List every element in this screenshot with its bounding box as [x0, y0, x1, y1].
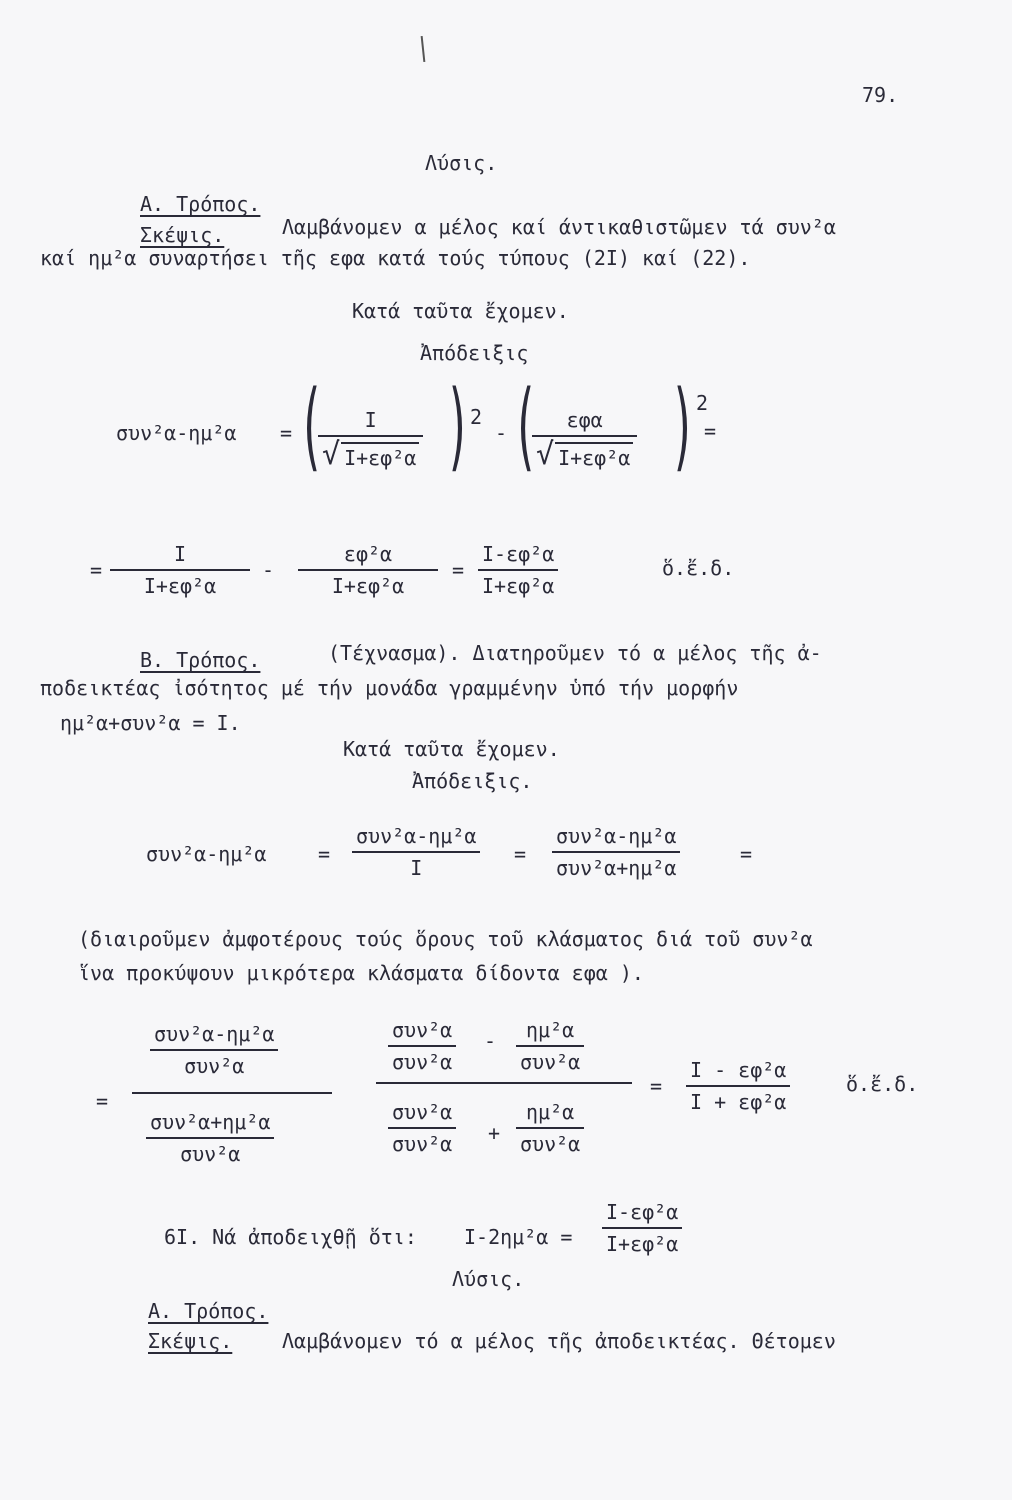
eq4-nested-denominator: συν²α+ημ²α συν²α	[146, 1110, 274, 1166]
method-a-heading: Α. Τρόπος.	[140, 192, 261, 216]
eq3-lhs: συν²α-ημ²α	[146, 842, 267, 866]
eq2-fraction-2: εφ²α Ι+εφ²α	[298, 542, 438, 598]
exercise-61-fraction: Ι-εφ²α Ι+εφ²α	[602, 1200, 682, 1256]
left-paren: (	[298, 370, 325, 482]
method-b-heading: Β. Τρόπος.	[140, 648, 261, 672]
eq4-main-bar	[132, 1092, 332, 1094]
proof-heading-2: Ἀπόδειξις.	[412, 769, 533, 793]
eq4-minus: -	[484, 1029, 497, 1053]
eq2-fraction-3: Ι-εφ²α Ι+εφ²α	[478, 542, 558, 598]
eq1-fraction-1: Ι √ Ι+εφ²α	[318, 408, 423, 470]
method-b-text: (Τέχνασμα). Διατηροῦμεν τό α μέλος τῆς ἀ-	[328, 641, 822, 665]
eq4-term-2: ημ²α συν²α	[516, 1018, 584, 1074]
qed-mark: ὅ.ἔ.δ.	[662, 556, 735, 580]
eq3-fraction-2: συν²α-ημ²α συν²α+ημ²α	[552, 824, 680, 880]
eq4-equals: =	[96, 1089, 109, 1113]
eq4-main-bar	[376, 1082, 632, 1084]
eq2-equals: =	[90, 558, 103, 582]
eq3-equals-end: =	[740, 842, 753, 866]
eq3-equals-2: =	[514, 842, 527, 866]
thought-text-2: Λαμβάνομεν τό α μέλος τῆς ἀποδεικτέας. Θέτομεν	[282, 1329, 836, 1353]
page-number: 79.	[862, 83, 899, 107]
thought-text-cont: καί ημ²α συναρτήσει τῆς εφα κατά τούς τύπους (2Ι) καί (22).	[40, 246, 751, 270]
eq4-term-3: συν²α συν²α	[388, 1100, 456, 1156]
eq2-minus: -	[262, 558, 275, 582]
eq4-term-4: ημ²α συν²α	[516, 1100, 584, 1156]
eq4-result-fraction: Ι - εφ²α Ι + εφ²α	[686, 1058, 790, 1114]
eq4-term-1: συν²α συν²α	[388, 1018, 456, 1074]
eq4-nested-numerator: συν²α-ημ²α συν²α	[150, 1022, 278, 1078]
eq1-exponent: 2	[696, 391, 709, 415]
proof-heading: Ἀπόδειξις	[420, 341, 529, 365]
note-line-2: ἵνα προκύψουν μικρότερα κλάσματα δίδοντα εφα ).	[78, 961, 644, 985]
eq1-minus: -	[495, 421, 508, 445]
thought-label-2: Σκέψις.	[148, 1329, 233, 1353]
eq4-plus: +	[488, 1121, 501, 1145]
eq2-equals-2: =	[452, 558, 465, 582]
solution-heading: Λύσις.	[425, 151, 498, 175]
eq3-fraction-1: συν²α-ημ²α Ι	[352, 824, 480, 880]
method-b-line-2: ποδεικτέας ἰσότητος μέ τήν μονάδα γραμμένην ὑπό τήν μορφήν	[40, 676, 739, 700]
pen-mark	[421, 36, 426, 62]
method-a-heading-2: Α. Τρόπος.	[148, 1299, 269, 1323]
eq1-equals-end: =	[704, 419, 717, 443]
so-we-have-2: Κατά ταῦτα ἔχομεν.	[343, 737, 560, 761]
eq1-exponent: 2	[470, 405, 483, 429]
thought-text: Λαμβάνομεν α μέλος καί άντικαθιστῶμεν τά συν²α	[282, 215, 836, 239]
thought-label: Σκέψις.	[140, 223, 225, 247]
qed-mark: ὅ.ἔ.δ.	[846, 1072, 919, 1096]
eq1-equals: =	[280, 421, 293, 445]
left-paren: (	[512, 370, 539, 482]
eq4-equals-2: =	[650, 1074, 663, 1098]
eq2-fraction-1: Ι Ι+εφ²α	[110, 542, 250, 598]
eq3-equals: =	[318, 842, 331, 866]
right-paren: )	[670, 370, 697, 482]
solution-heading-2: Λύσις.	[452, 1267, 525, 1291]
note-line-1: (διαιροῦμεν ἀμφοτέρους τούς ὅρους τοῦ κλάσματος διά τοῦ συν²α	[78, 927, 813, 951]
exercise-61-lhs: Ι-2ημ²α =	[464, 1225, 573, 1249]
eq1-lhs: συν²α-ημ²α	[116, 421, 237, 445]
so-we-have: Κατά ταῦτα ἔχομεν.	[352, 299, 569, 323]
eq1-fraction-2: εφα √ Ι+εφ²α	[532, 408, 637, 470]
right-paren: )	[445, 370, 472, 482]
exercise-61-label: 6Ι. Νά ἀποδειχθῇ ὅτι:	[164, 1225, 417, 1249]
method-b-line-3: ημ²α+συν²α = Ι.	[60, 711, 241, 735]
